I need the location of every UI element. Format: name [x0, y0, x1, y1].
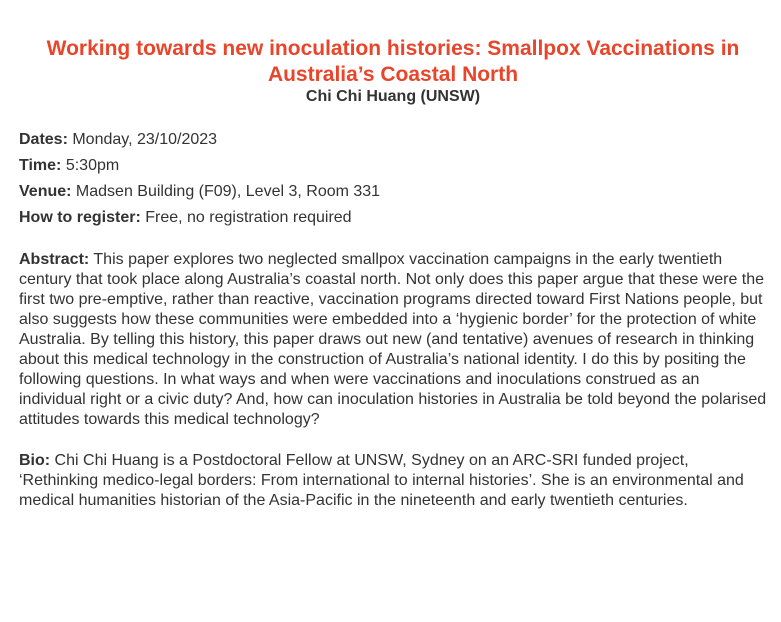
- time-label: Time:: [19, 157, 62, 174]
- bio-paragraph: [19, 451, 767, 511]
- dates-label: Dates:: [19, 131, 68, 148]
- event-title: Working towards new inoculation histories: Smallpox Vaccinations in Australia’s Coastal North: [46, 37, 740, 86]
- speaker-name: Chi Chi Huang (UNSW): [305, 88, 481, 105]
- abstract-paragraph: [19, 250, 767, 430]
- bio-label: Bio:: [19, 452, 51, 469]
- abstract-text: This paper explores two neglected smallpox vaccination campaigns in the early twentieth century that took place along Australia’s coastal north. Not only does this paper argue that these were the first two pre-emptive, rather than reactive, vaccination programs directed toward First Nations people, but also suggests how these communities were embedded into a ‘hygienic border’ for the protection of white Australia. By telling this history, this paper draws out new (and tentative) avenues of research in thinking about this medical technology in the construction of Australia’s national identity. I do this by positing the following questions. In what ways and when were vaccinations and inoculations construed as an individual right or a civic duty? And, how can inoculation histories in Australia be told beyond the polarised attitudes towards this medical technology?: [19, 251, 767, 428]
- time-line: [19, 155, 767, 177]
- bio-text: Chi Chi Huang is a Postdoctoral Fellow at UNSW, Sydney on an ARC-SRI funded project, ‘Rethinking medico-legal borders: From international to internal histories’. She is an environmental and medical humanities historian of the Asia-Pacific in the nineteenth and early twentieth centuries.: [19, 452, 744, 509]
- time-value: 5:30pm: [61, 157, 120, 174]
- dates-value: Monday, 23/10/2023: [67, 131, 218, 148]
- abstract-label: Abstract:: [19, 251, 90, 268]
- venue-label: Venue:: [19, 183, 72, 200]
- register-value: Free, no registration required: [140, 209, 352, 226]
- register-line: [19, 207, 767, 229]
- register-label: How to register:: [19, 209, 141, 226]
- venue-line: [19, 181, 767, 203]
- venue-value: Madsen Building (F09), Level 3, Room 331: [71, 183, 381, 200]
- dates-line: [19, 129, 767, 151]
